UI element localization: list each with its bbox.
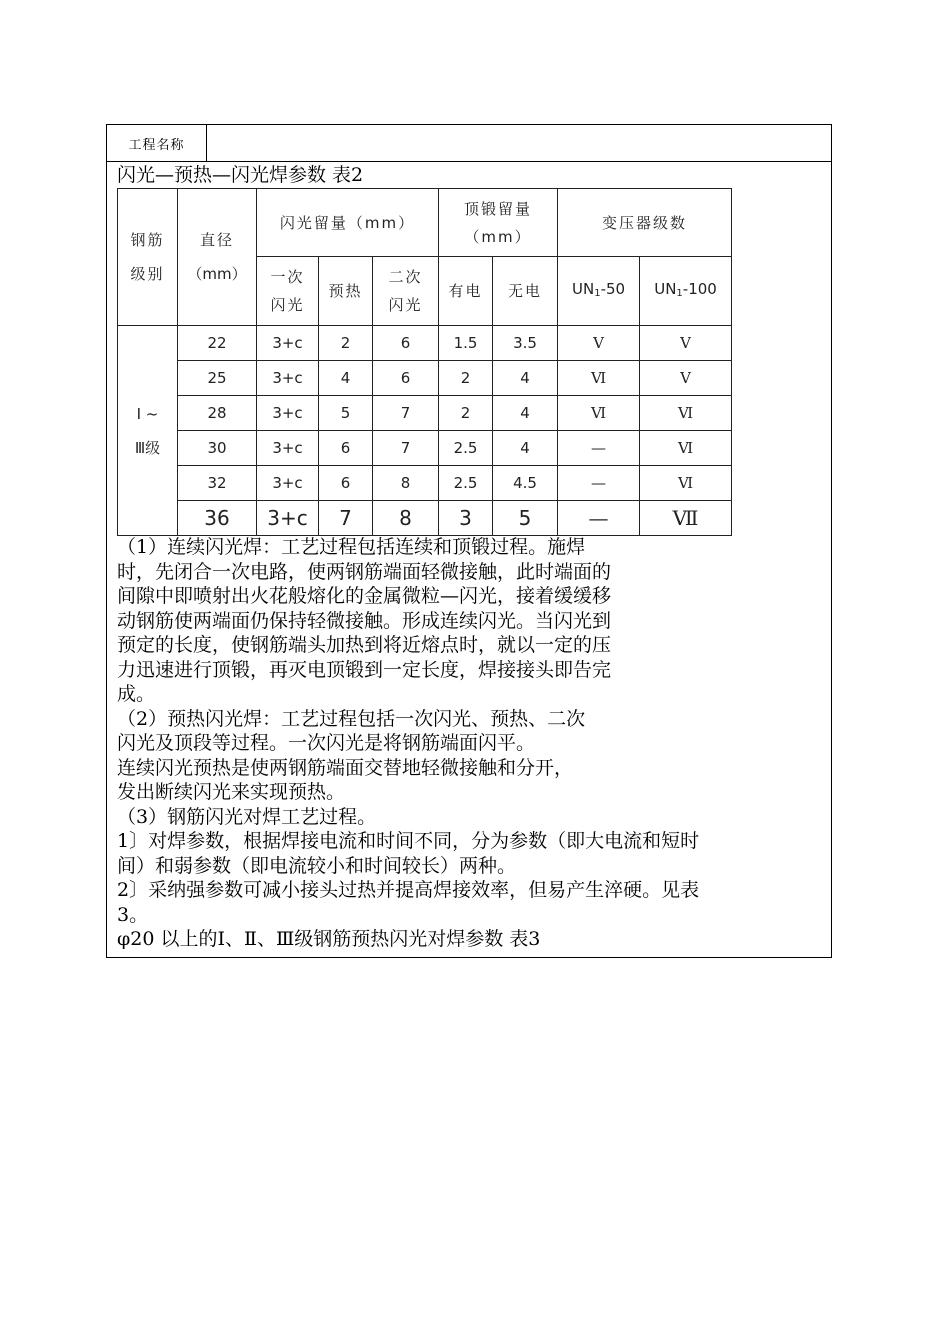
welding-parameter-table [117, 188, 732, 536]
header-diameter: 直径 （mm） [178, 189, 257, 326]
project-name-row [107, 125, 831, 162]
table-row [118, 396, 732, 431]
text-line: 间）和弱参数（即电流较小和时间较长）两种。 [117, 854, 517, 877]
table-cell: 3+c [257, 361, 319, 396]
text-line: （1）连续闪光焊：工艺过程包括连续和顶锻过程。施焊 [117, 536, 586, 558]
table-cell: 3+c [257, 396, 319, 431]
header-unpowered: 无电 [493, 257, 558, 326]
text-line: 力迅速进行顶锻，再灭电顶锻到一定长度，焊接接头即告完 [117, 658, 612, 681]
table-cell: — [558, 431, 640, 466]
header-powered: 有电 [439, 257, 493, 326]
table-cell: Ⅶ [640, 501, 732, 536]
table-cell: 36 [178, 501, 257, 536]
header-un100: $UN_1-100$ [640, 257, 732, 326]
table-cell: 3+c [257, 501, 319, 536]
table-cell: Ⅵ [640, 466, 732, 501]
text-line: 成。 [117, 683, 156, 705]
header-first-flash: 一次 闪光 [257, 257, 319, 326]
table-cell: 7 [373, 431, 439, 466]
table-cell: 28 [178, 396, 257, 431]
table-cell: 3+c [257, 466, 319, 501]
table-cell: 2 [439, 396, 493, 431]
table-cell: 30 [178, 431, 257, 466]
table-cell: V [640, 326, 732, 361]
table-cell: 2 [439, 361, 493, 396]
header-un50: $UN_1-50$ [558, 257, 640, 326]
table3-caption: φ20 以上的Ⅰ、Ⅱ、Ⅲ级钢筋预热闪光对焊参数 表3 [117, 928, 541, 950]
header-upset-allowance: 顶锻留量 （mm） [439, 189, 558, 257]
header-flash-allowance: 闪光留量（mm） [257, 189, 439, 257]
table-cell: 6 [319, 431, 373, 466]
text-line: （3）钢筋闪光对焊工艺过程。 [117, 805, 377, 828]
text-line: 发出断续闪光来实现预热。 [117, 781, 346, 803]
table-cell: — [558, 501, 640, 536]
table-cell: 3+c [257, 431, 319, 466]
text-line: 1〕对焊参数，根据焊接电流和时间不同，分为参数（即大电流和短时 [117, 830, 700, 852]
body-text [117, 535, 817, 952]
table-cell: V [558, 326, 640, 361]
text-line: （2）预热闪光焊：工艺过程包括一次闪光、预热、二次 [117, 707, 586, 730]
header-transformer: 变压器级数 [558, 189, 732, 257]
table-cell: — [558, 466, 640, 501]
table-cell: 32 [178, 466, 257, 501]
table2-caption: 闪光—预热—闪光焊参数 表2 [117, 164, 364, 186]
table-row [118, 501, 732, 536]
grade-range-cell: Ⅰ ~ Ⅲ级 [118, 326, 178, 536]
document-frame [106, 124, 832, 958]
header-second-flash: 二次 闪光 [373, 257, 439, 326]
table-cell: Ⅵ [640, 431, 732, 466]
table-cell: 6 [373, 361, 439, 396]
table-cell: 5 [319, 396, 373, 431]
table-cell: 7 [373, 396, 439, 431]
table-header-row [118, 189, 732, 257]
table-cell: 2.5 [439, 466, 493, 501]
table-row [118, 431, 732, 466]
table-cell: 2.5 [439, 431, 493, 466]
table-cell: 8 [373, 501, 439, 536]
table-cell: 3+c [257, 326, 319, 361]
text-line: 闪光及顶段等过程。一次闪光是将钢筋端面闪平。 [117, 732, 536, 754]
table-cell: 3.5 [493, 326, 558, 361]
text-line: 连续闪光预热是使两钢筋端面交替地轻微接触和分开， [117, 756, 574, 779]
table-cell: 22 [178, 326, 257, 361]
table-cell: 4 [319, 361, 373, 396]
table-cell: 25 [178, 361, 257, 396]
table-cell: 4 [493, 396, 558, 431]
table-cell: 4.5 [493, 466, 558, 501]
table-cell: 6 [373, 326, 439, 361]
table-cell: V [640, 361, 732, 396]
table-row [118, 361, 732, 396]
table-row [118, 466, 732, 501]
text-line: 2〕采纳强参数可减小接头过热并提高焊接效率，但易产生淬硬。见表 [117, 879, 700, 901]
table-cell: 3 [439, 501, 493, 536]
project-name-label: 工程名称 [107, 125, 207, 161]
text-line: 3。 [117, 903, 149, 926]
table-cell: 7 [319, 501, 373, 536]
header-preheat: 预热 [319, 257, 373, 326]
table-cell: 4 [493, 431, 558, 466]
table-cell: 4 [493, 361, 558, 396]
table-cell: 1.5 [439, 326, 493, 361]
table-cell: Ⅵ [640, 396, 732, 431]
table-cell: 6 [319, 466, 373, 501]
text-line: 时，先闭合一次电路，使两钢筋端面轻微接触，此时端面的 [117, 560, 612, 583]
text-line: 动钢筋使两端面仍保持轻微接触。形成连续闪光。当闪光到 [117, 609, 612, 632]
table-cell: 5 [493, 501, 558, 536]
table-cell: 2 [319, 326, 373, 361]
text-line: 预定的长度，使钢筋端头加热到将近熔点时，就以一定的压 [117, 634, 612, 656]
table-cell: Ⅵ [558, 396, 640, 431]
header-grade: 钢筋 级别 [118, 189, 178, 326]
table-cell: 8 [373, 466, 439, 501]
text-line: 间隙中即喷射出火花般熔化的金属微粒—闪光，接着缓缓移 [117, 585, 612, 607]
table-row [118, 326, 732, 361]
table-cell: Ⅵ [558, 361, 640, 396]
